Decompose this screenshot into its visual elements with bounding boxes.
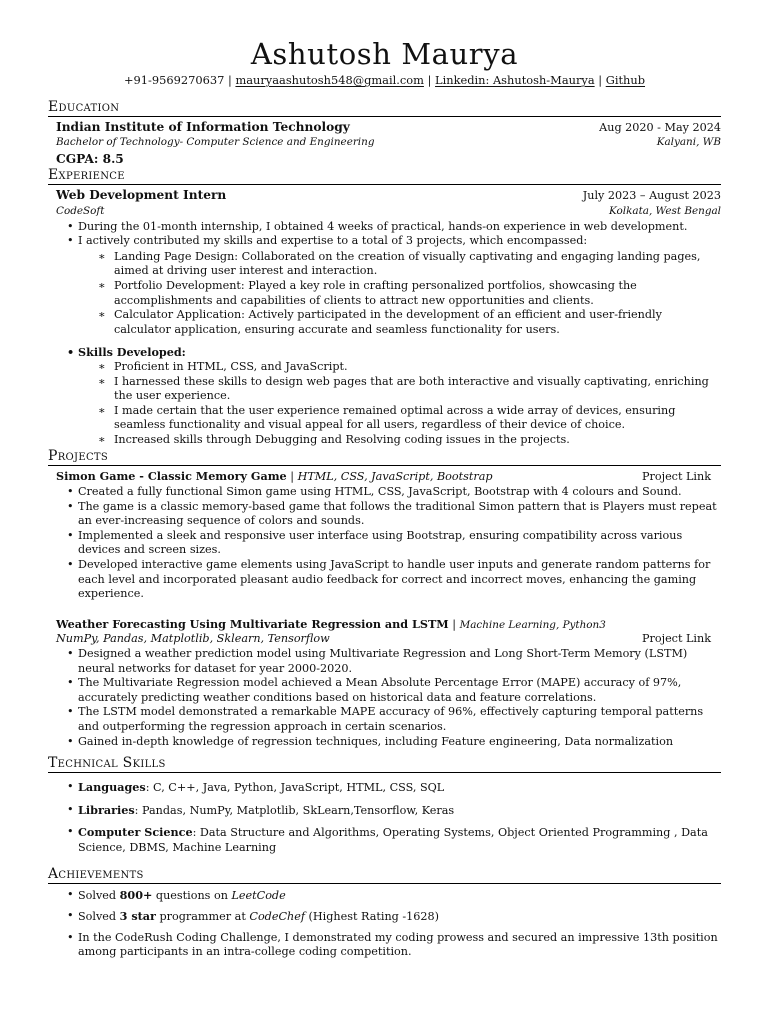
text-bold: 3 star (119, 909, 156, 924)
technical-skills-list (48, 780, 721, 855)
list-item (48, 909, 721, 925)
list-item: • In the CodeRush Coding Challenge, I demonstrated my coding prowess and secured an impressive 13th position among participants in an intra-college coding competition. (48, 931, 721, 960)
contact-separator: | (427, 73, 432, 87)
experience-subrow (56, 204, 721, 219)
list-item: • During the 01-month internship, I obtained 4 weeks of practical, hands-on experience in web development. (48, 220, 721, 235)
project-name: Simon Game - Classic Memory Game (56, 469, 287, 484)
contact-separator: | (227, 73, 232, 87)
project-tech: Machine Learning, Python3 (459, 618, 606, 631)
project-entry-2 (48, 617, 721, 647)
company-name: CodeSoft (56, 204, 105, 217)
list-item: ∗ Increased skills through Debugging and Resolving coding issues in the projects. (48, 433, 721, 448)
project-tech: HTML, CSS, JavaScript, Bootstrap (297, 470, 493, 484)
text: Solved (78, 888, 120, 902)
contact-line (48, 73, 721, 88)
experience-bullets (48, 220, 721, 249)
achievements-heading: Achievements (48, 866, 721, 884)
text: Solved (78, 910, 120, 924)
list-item: • I actively contributed my skills and expertise to a total of 3 projects, which encompassed: (48, 234, 721, 249)
list-item: ∗ Proficient in HTML, CSS, and JavaScript. (48, 360, 721, 375)
project-link[interactable]: Project Link (641, 470, 711, 484)
list-item: • Created a fully functional Simon game using HTML, CSS, JavaScript, Bootstrap with 4 colours and Sound. (48, 485, 721, 500)
github-link[interactable]: Github (605, 73, 646, 87)
list-item: ∗ Portfolio Development: Played a key role in crafting personalized portfolios, showcasing the accomplishments and capabilities of clients to attract new opportunities and clients. (48, 279, 721, 308)
education-location: Kalyani, WB (656, 136, 721, 149)
contact-separator: | (598, 73, 603, 87)
experience-heading: Experience (48, 167, 721, 185)
education-entry (48, 120, 721, 167)
list-item: • The LSTM model demonstrated a remarkable MAPE accuracy of 96%, effectively capturing temporal patterns and outperforming the regression approach in certain scenarios. (48, 705, 721, 734)
skill-value: : C, C++, Java, Python, JavaScript, HTML, CSS, SQL (145, 781, 445, 795)
text-italic: LeetCode (231, 888, 286, 902)
candidate-name: Ashutosh Maurya (250, 37, 519, 71)
skill-label: Libraries (78, 802, 135, 817)
list-item: ∗ Calculator Application: Actively participated in the development of an efficient and user-friendly calculator application, ensuring accurate and seamless functionality for users. (48, 308, 721, 337)
education-heading: Education (48, 99, 721, 117)
project-tech-row (56, 632, 721, 647)
phone-number: +91-9569270637 (123, 73, 225, 87)
list-item: ∗ I made certain that the user experience remained optimal across a wide array of devices, ensuring seamless functionality and visual appeal for all users, regardless of their device of choice. (48, 404, 721, 433)
education-dates: Aug 2020 - May 2024 (599, 120, 721, 134)
skill-value: : Pandas, NumPy, Matplotlib, SkLearn,Tensorflow, Keras (134, 803, 455, 817)
experience-row (56, 188, 721, 204)
project-2-bullets (48, 647, 721, 749)
email-link[interactable]: mauryaashutosh548@gmail.com (235, 73, 424, 87)
list-item: • The Multivariate Regression model achieved a Mean Absolute Percentage Error (MAPE) accuracy of 97%, accurately predicting weather conditions based on historical data and feature correlations. (48, 676, 721, 705)
list-item (48, 803, 721, 819)
project-title (56, 469, 493, 485)
technical-skills-heading: Technical Skills (48, 755, 721, 773)
skills-developed (48, 345, 721, 360)
school-name: Indian Institute of Information Technology (56, 119, 350, 134)
achievements-list (48, 888, 721, 960)
job-role: Web Development Intern (56, 188, 227, 203)
resume-page (48, 0, 721, 960)
project-name: Weather Forecasting Using Multivariate Regression and LSTM (56, 616, 449, 631)
text-italic: CodeChef (249, 910, 305, 924)
education-row (56, 120, 721, 136)
project-separator: | (452, 617, 457, 631)
projects-heading: Projects (48, 448, 721, 466)
project-1-bullets (48, 485, 721, 602)
linkedin-link[interactable]: Linkedin: Ashutosh-Maurya (435, 73, 595, 87)
skill-value: : Data Structure and Algorithms, Operating Systems, Object Oriented Programming , Data Science, DBMS, Machine Learning (78, 826, 708, 854)
text: programmer at (155, 910, 250, 924)
list-item: • Designed a weather prediction model using Multivariate Regression and Long Short-Term Memory (LSTM) neural networks for dataset for year 2000-2020. (48, 647, 721, 676)
education-subrow (56, 135, 721, 150)
skill-label: Languages (78, 780, 146, 795)
list-item: ∗ Landing Page Design: Collaborated on the creation of visually captivating and engaging landing pages, aimed at driving user interest and interaction. (48, 250, 721, 279)
list-item (48, 888, 721, 904)
list-item: • Gained in-depth knowledge of regression techniques, including Feature engineering, Data normalization (48, 735, 721, 750)
experience-entry (48, 188, 721, 218)
list-item (48, 825, 721, 855)
project-entry-1 (48, 469, 721, 485)
list-item: ∗ I harnessed these skills to design web pages that are both interactive and visually captivating, enriching the user experience. (48, 375, 721, 404)
skill-label: Computer Science (78, 825, 193, 840)
text: (Highest Rating -1628) (305, 910, 439, 924)
project-title (56, 617, 721, 633)
project-tech-libraries: NumPy, Pandas, Matplotlib, Sklearn, Tensorflow (56, 632, 330, 646)
list-item: • Implemented a sleek and responsive user interface using Bootstrap, ensuring compatibility across various devices and screen sizes. (48, 529, 721, 558)
text: questions on (152, 888, 232, 902)
experience-project-list (48, 250, 721, 338)
project-link[interactable]: Project Link (641, 632, 711, 646)
list-item: • The game is a classic memory-based game that follows the traditional Simon pattern that is Players must repeat an ever-increasing sequence of colors and sounds. (48, 500, 721, 529)
list-item: • Developed interactive game elements using JavaScript to handle user inputs and generate random patterns for each level and incorporated pleasant audio feedback for correct and incorrect moves, enhancing the gaming experience. (48, 558, 721, 602)
skills-developed-list (48, 360, 721, 448)
list-item (48, 780, 721, 796)
project-title-row (56, 469, 721, 485)
text-bold: 800+ (119, 887, 153, 902)
cgpa: CGPA: 8.5 (56, 151, 124, 166)
experience-dates: July 2023 – August 2023 (582, 189, 721, 203)
experience-location: Kolkata, West Bengal (609, 204, 721, 217)
project-separator: | (290, 470, 294, 484)
degree-name: Bachelor of Technology- Computer Science and Engineering (56, 136, 375, 149)
skills-developed-heading: • Skills Developed: (48, 345, 721, 360)
